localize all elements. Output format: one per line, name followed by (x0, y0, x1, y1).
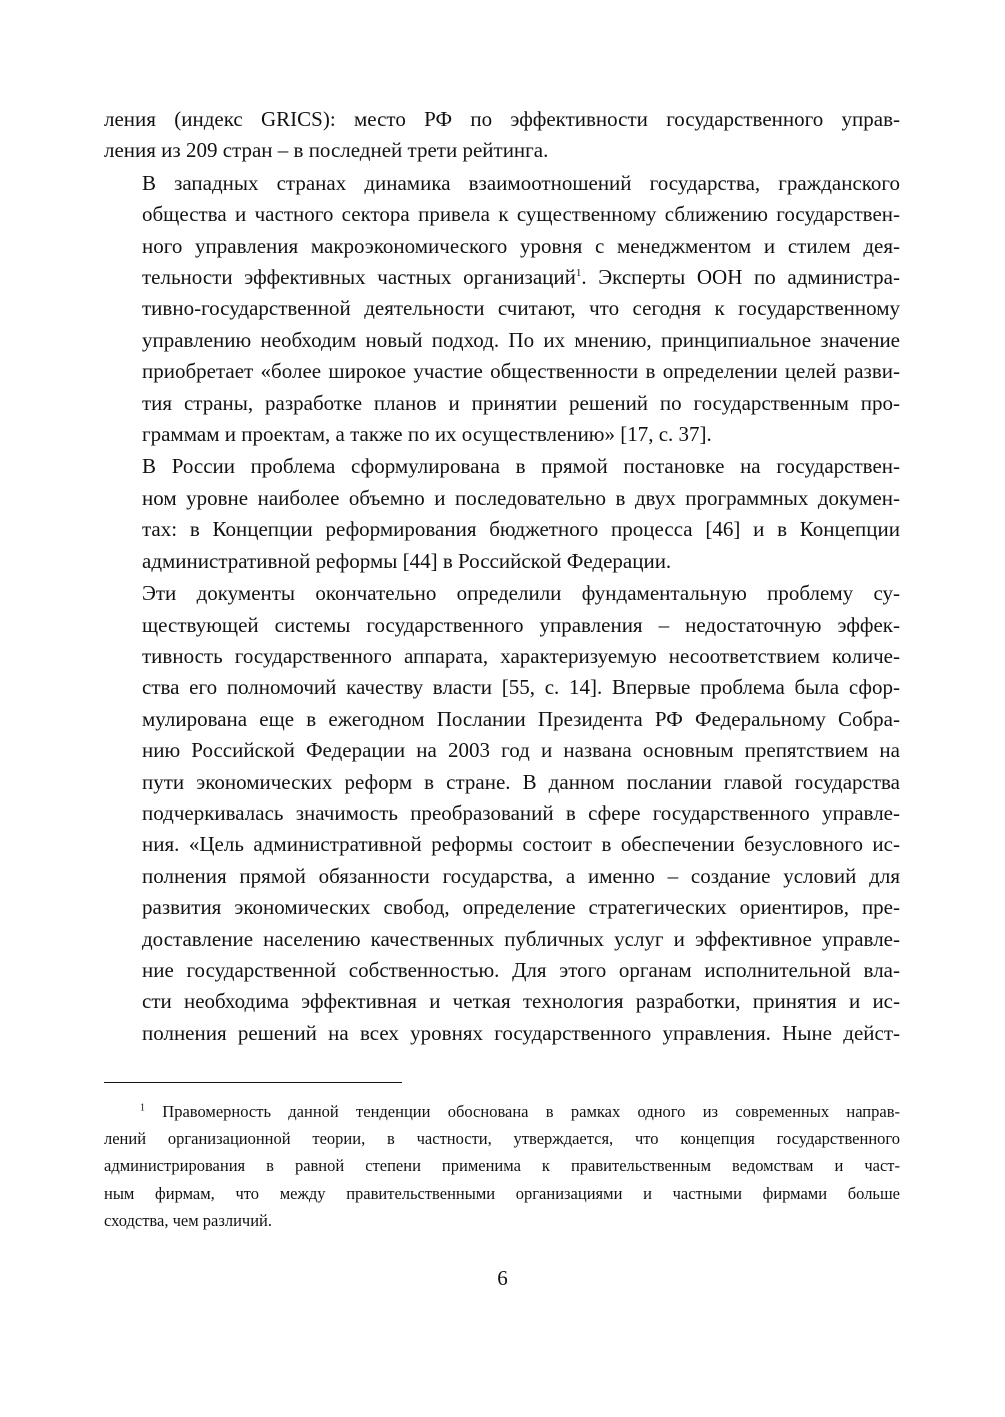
text-line: тия страны, разработке планов и принятии решений по государственным про- (142, 390, 900, 415)
text-line: полнения прямой обязанности государства, а именно – создание условий для (142, 863, 900, 888)
text-line: ществующей системы государственного управления – недостаточную эффек- (142, 612, 900, 637)
text-line-with-footnote-ref (104, 262, 900, 293)
footnote-separator (104, 1082, 402, 1083)
text-fragment: Правомерность данной тенденции обоснована в рамках одного из современных направ- (145, 1102, 900, 1121)
text-line: подчеркивалась значимость преобразований в сфере государственного управле- (142, 800, 900, 825)
text-line: ние государственной собственностью. Для этого органам исполнительной вла- (142, 957, 900, 982)
text-line: ства его полномочий качеству власти [55, с. 14]. Впервые проблема была сфор- (142, 675, 900, 700)
text-line: тивно-государственной деятельности считают, что сегодня к государственному (142, 296, 900, 321)
body-text (104, 104, 900, 1050)
text-line: ления из 209 стран – в последней трети рейтинга. (104, 138, 549, 163)
text-line: ного управления макроэкономического уровня с менеджментом и стилем дея- (142, 233, 900, 258)
text-line: развития экономических свобод, определение стратегических ориентиров, пре- (142, 895, 900, 920)
text-line: приобретает «более широкое участие общественности в определении целей разви- (142, 359, 900, 384)
paragraph-2 (104, 168, 900, 451)
footnote-line: лений организационной теории, в частности, утверждается, что концепция государственного (104, 1129, 900, 1149)
text-line: общества и частного сектора привела к существенному сближению государствен- (142, 202, 900, 227)
text-line: В России проблема сформулирована в прямой постановке на государствен- (142, 454, 900, 479)
paragraph-4 (104, 578, 900, 1049)
text-line: полнения решений на всех уровнях государственного управления. Ныне дейст- (142, 1020, 900, 1045)
text-line: мулирована еще в ежегодном Послании Президента РФ Федеральному Собра- (142, 706, 900, 731)
text-line: доставление населению качественных публичных услуг и эффективное управле- (142, 926, 900, 951)
text-fragment: . Эксперты ООН по администра- (581, 265, 900, 290)
text-line: сти необходима эффективная и четкая технология разработки, принятия и ис- (142, 989, 900, 1014)
text-line: управлению необходим новый подход. По их мнению, принципиальное значение (142, 327, 900, 352)
footnote-reference[interactable]: 1 (575, 267, 582, 280)
page-number: 6 (497, 1266, 508, 1290)
footnote-line (104, 1098, 900, 1125)
text-line: тивность государственного аппарата, характеризуемую несоответствием количе- (142, 643, 900, 668)
text-line: Эти документы окончательно определили фундаментальную проблему су- (142, 581, 900, 606)
footnote-line: ным фирмам, что между правительственными организациями и частными фирмами больше (104, 1183, 900, 1203)
paragraph-3 (104, 451, 900, 577)
text-line: граммам и проектам, а также по их осуществлению» [17, с. 37]. (142, 422, 712, 447)
text-fragment: тельности эффективных частных организаций (142, 265, 576, 290)
text-line: ления (индекс GRICS): место РФ по эффективности государственного управ- (104, 107, 900, 131)
footnote-line: администрирования в равной степени применима к правительственным ведомствам и част- (104, 1156, 900, 1176)
footnote (104, 1098, 900, 1234)
text-line: ном уровне наиболее объемно и последовательно в двух программных докумен- (142, 485, 900, 510)
text-line: административной реформы [44] в Российской Федерации. (142, 548, 672, 573)
paragraph-1 (104, 104, 900, 167)
text-line: В западных странах динамика взаимоотношений государства, гражданского (142, 170, 900, 195)
footnote-line: сходства, чем различий. (104, 1210, 273, 1230)
text-line: тах: в Концепции реформирования бюджетного процесса [46] и в Концепции (142, 517, 900, 542)
text-line: пути экономических реформ в стране. В данном послании главой государства (142, 769, 900, 794)
text-line: нию Российской Федерации на 2003 год и названа основным препятствием на (142, 738, 900, 763)
footnote-marker: 1 (140, 1102, 145, 1114)
text-line: ния. «Цель административной реформы состоит в обеспечении безусловного ис- (142, 832, 900, 857)
